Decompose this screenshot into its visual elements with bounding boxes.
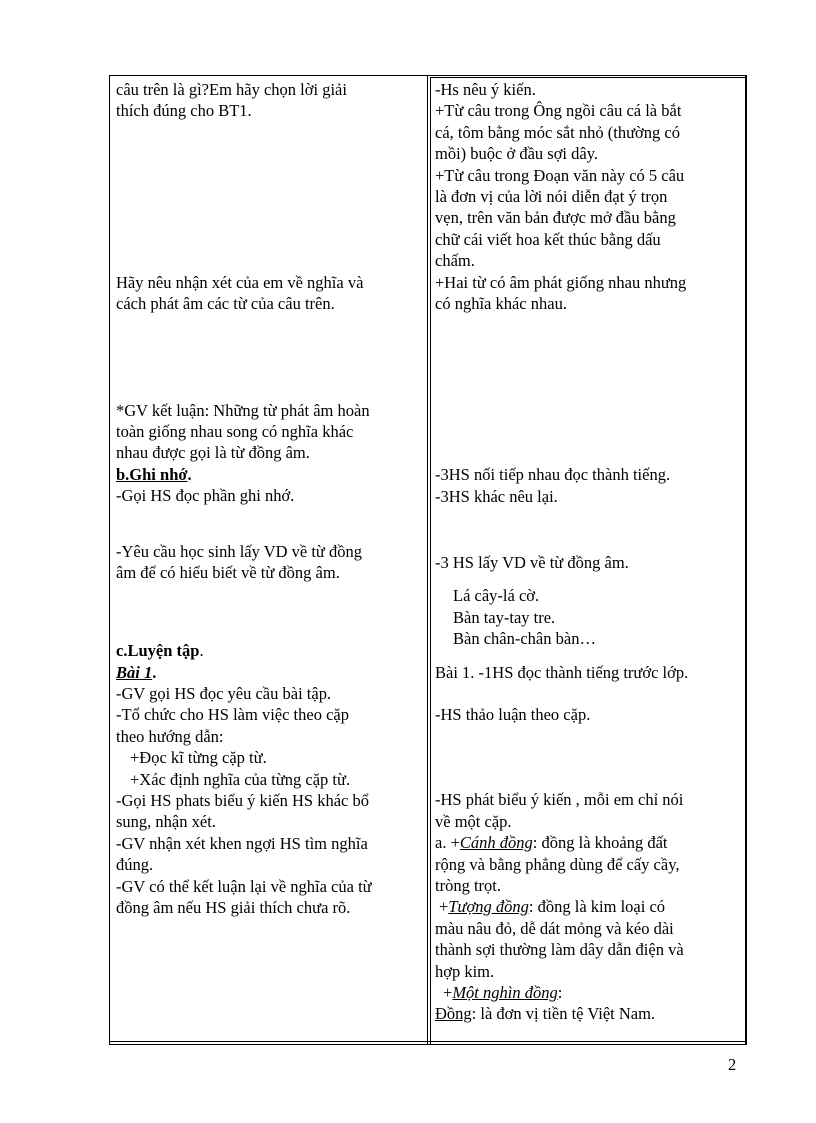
table-border-top (109, 75, 747, 76)
student-column (435, 79, 741, 1025)
text-line: +Hai từ có âm phát giống nhau nhưng (435, 272, 687, 292)
section-heading-ghi-nho (116, 464, 421, 485)
spacer (435, 650, 741, 662)
text-line: vẹn, trên văn bản được mở đầu bằng (435, 208, 676, 228)
exercise-heading (116, 662, 421, 683)
text-line: -3 HS lấy VD về từ đồng âm. (435, 553, 629, 573)
text-line: +Đọc kĩ từng cặp từ. (130, 748, 267, 768)
heading-dot: . (152, 662, 157, 682)
text-line: -Gọi HS phats biểu ý kiến HS khác bổ (116, 791, 369, 811)
definition-text: : đồng là khoảng đất (532, 833, 668, 853)
text-line: -GV có thể kết luận lại về nghĩa của từ (116, 876, 372, 896)
spacer (435, 507, 741, 552)
spacer (116, 507, 421, 541)
table-border-left (109, 75, 110, 1044)
text-line: mồi) buộc ở đầu sợi dây. (435, 144, 599, 164)
table-border-right (745, 75, 747, 1044)
spacer (116, 583, 421, 640)
heading-dot: . (187, 464, 192, 484)
text-line: âm để có hiểu biết về từ đồng âm. (116, 562, 340, 582)
text-line: rộng và bằng phẳng dùng để cấy cầy, (435, 854, 680, 874)
lesson-table (109, 75, 747, 1046)
text-line: màu nâu đỏ, dễ dát mỏng và kéo dài (435, 918, 674, 938)
text-line: -Tổ chức cho HS làm việc theo cặp (116, 705, 349, 725)
heading-text: b.Ghi nhớ (116, 464, 188, 484)
text-line: chữ cái viết hoa kết thúc bằng dấu (435, 229, 661, 249)
column-divider-inner (430, 77, 431, 1044)
text-line: -HS phát biểu ý kiến , mỗi em chỉ nói (435, 790, 684, 810)
text-line: sung, nhận xét. (116, 812, 216, 832)
example-line: Lá cây-lá cờ. (453, 586, 540, 606)
text-line: -HS thảo luận theo cặp. (435, 705, 591, 725)
term-colon: : (557, 982, 563, 1002)
page-number: 2 (728, 1055, 737, 1074)
text-line: -Yêu cầu học sinh lấy VD về từ đồng (116, 541, 363, 561)
text-line: theo hướng dẫn: (116, 726, 224, 746)
text-line: -Gọi HS đọc phần ghi nhớ. (116, 486, 295, 506)
text-line: *GV kết luận: Những từ phát âm hoàn (116, 400, 370, 420)
right-cell-border-top (430, 77, 745, 78)
text-line: -GV gọi HS đọc yêu cầu bài tập. (116, 684, 332, 704)
heading-text: Bài 1 (116, 662, 153, 682)
item-prefix: + (443, 982, 453, 1002)
text-line: đúng. (116, 855, 154, 875)
text-line: hợp kim. (435, 961, 495, 981)
term-text: Tượng đồng (448, 897, 529, 917)
section-heading-luyen-tap (116, 640, 421, 661)
definition-text: : là đơn vị tiền tệ Việt Nam. (471, 1004, 656, 1024)
spacer (435, 314, 741, 464)
text-line: chấm. (435, 251, 475, 271)
text-line: đồng âm nếu HS giải thích chưa rõ. (116, 897, 351, 917)
column-divider (427, 75, 428, 1044)
text-line: -Hs nêu ý kiến. (435, 80, 536, 99)
text-line: là đơn vị của lời nói diễn đạt ý trọn (435, 186, 668, 206)
definition-text: : đồng là kim loại có (528, 897, 666, 917)
definition-mot-nghin-dong (435, 982, 741, 1003)
example-line: Bàn chân-chân bàn… (453, 629, 596, 649)
text-line: về một cặp. (435, 811, 512, 831)
text-line: -GV nhận xét khen ngợi HS tìm nghĩa (116, 833, 368, 853)
spacer (435, 683, 741, 704)
text-line: nhau được gọi là từ đồng âm. (116, 443, 310, 463)
text-line: +Xác định nghĩa của từng cặp từ. (130, 769, 351, 789)
spacer (435, 573, 741, 585)
text-line: Bài 1. -1HS đọc thành tiếng trước lớp. (435, 662, 689, 682)
text-line: -3HS nối tiếp nhau đọc thành tiếng. (435, 465, 671, 485)
item-prefix: a. + (435, 833, 460, 853)
term-text: Đồng (435, 1004, 472, 1024)
heading-dot: . (199, 641, 204, 661)
text-line: +Từ câu trong Đoạn văn này có 5 câu (435, 165, 685, 185)
text-line: tròng trọt. (435, 875, 501, 895)
text-line: Hãy nêu nhận xét của em về nghĩa và (116, 272, 364, 292)
text-line: cá, tôm bằng móc sắt nhỏ (thường có (435, 122, 680, 142)
text-line: thích đúng cho BT1. (116, 101, 252, 121)
text-line: có nghĩa khác nhau. (435, 293, 567, 313)
teacher-column (116, 79, 421, 918)
term-text: Một nghìn đồng (452, 982, 558, 1002)
table-border-bottom (109, 1041, 747, 1042)
definition-tuong-dong (435, 896, 741, 917)
heading-text: c.Luyện tập (116, 641, 200, 661)
text-line: +Từ câu trong Ông ngồi câu cá là bắt (435, 101, 682, 121)
definition-canh-dong (435, 832, 741, 853)
table-border-bottom-double (109, 1044, 747, 1045)
item-prefix: + (439, 897, 449, 917)
text-line: thành sợi thường làm dây dẫn điện và (435, 940, 684, 960)
example-line: Bàn tay-tay tre. (453, 607, 556, 627)
text-line: câu trên là gì?Em hãy chọn lời giải (116, 80, 347, 99)
text-line: -3HS khác nêu lại. (435, 486, 558, 506)
spacer (435, 725, 741, 789)
definition-dong (435, 1003, 741, 1024)
term-text: Cánh đồng (459, 833, 533, 853)
text-line: cách phát âm các từ của câu trên. (116, 294, 335, 314)
text-line: toàn giống nhau song có nghĩa khác (116, 421, 354, 441)
spacer (116, 315, 421, 400)
spacer (116, 122, 421, 272)
